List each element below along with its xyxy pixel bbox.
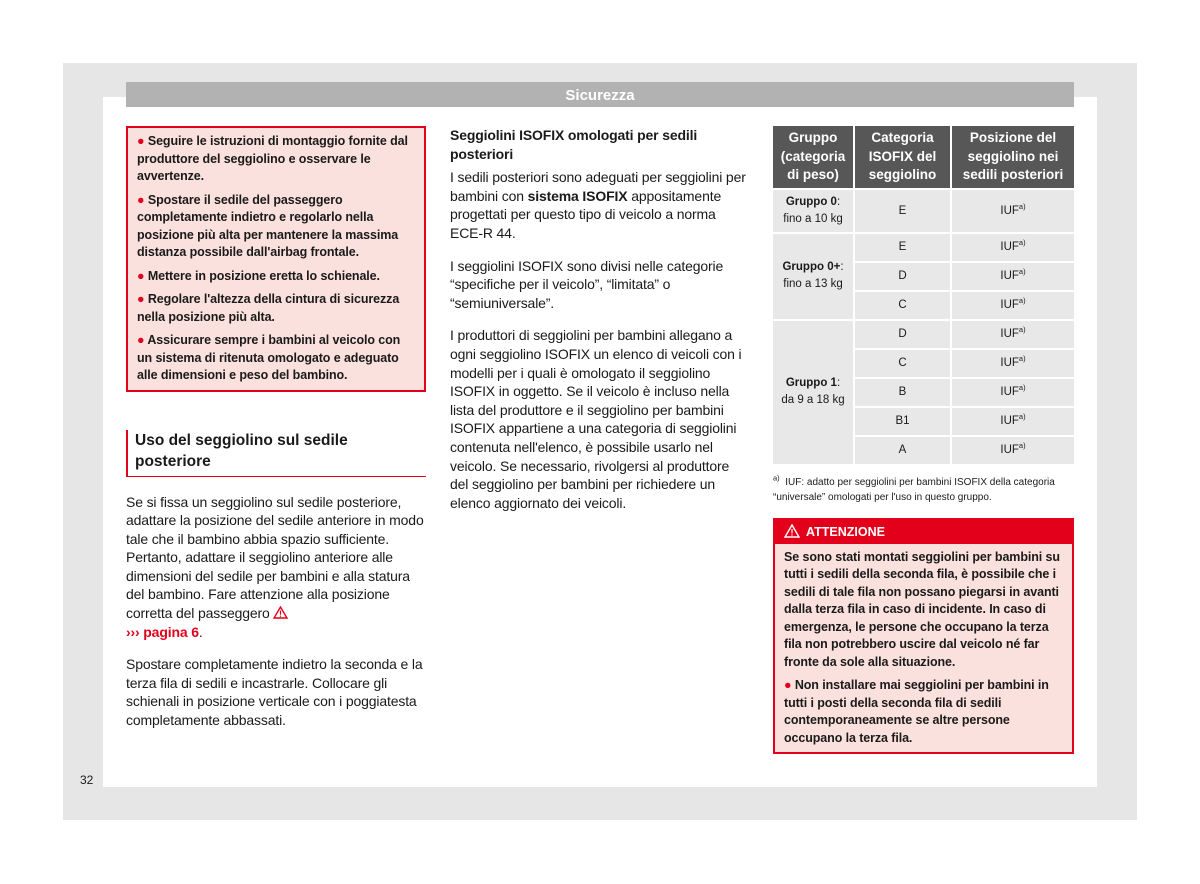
- attention-item: ● Non installare mai seggiolini per bambini in tutti i posti della seconda fila di sedili contemporaneamente se altre persone occupano la terza fila.: [784, 678, 1049, 745]
- warning-triangle-icon: [784, 522, 800, 546]
- paragraph: Spostare completamente indietro la seconda e la terza fila di sedili e incastrarle. Collocare gli schienali in posizione verticale con i poggiatesta completamente abbassati.: [126, 656, 423, 729]
- table-row: [773, 188, 1074, 232]
- table-row: [773, 232, 1074, 261]
- subsection-title: Seggiolini ISOFIX omologati per sedili posteriori: [450, 127, 698, 162]
- position-cell: IUF$^{a)}$: [952, 290, 1074, 319]
- table-header: Gruppo (categoria di peso): [773, 126, 855, 188]
- position-cell: IUF$^{a)}$: [952, 348, 1074, 377]
- category-cell: A: [855, 435, 952, 464]
- position-cell: IUF$^{a)}$: [952, 261, 1074, 290]
- group-cell: Gruppo 1: da 9 a 18 kg: [773, 319, 855, 464]
- group-cell: Gruppo 0: fino a 10 kg: [773, 188, 855, 232]
- paragraph: Se si fissa un seggiolino sul sedile posteriore, adattare la posizione del sedile anteriore in modo tale che il bambino abbia spazio sufficiente. Pertanto, adattare il seggiolino anteriore alle dimensioni del sedile per bambini e alla statura del bambino. Fare attenzione alla posizione corretta del passeggero ››› pagina 6.: [126, 493, 424, 640]
- position-cell: IUF$^{a)}$: [952, 377, 1074, 406]
- warning-item: ● Mettere in posizione eretta lo schienale.: [137, 268, 380, 283]
- category-cell: C: [855, 348, 952, 377]
- position-cell: IUF$^{a)}$: [952, 232, 1074, 261]
- warning-item: ● Seguire le istruzioni di montaggio fornite dal produttore del seggiolino e osservare le avvertenze.: [137, 134, 408, 183]
- bullet-icon: ●: [137, 292, 148, 306]
- left-column: [126, 126, 426, 730]
- isofix-table: [773, 126, 1074, 464]
- category-cell: C: [855, 290, 952, 319]
- warning-item: ● Spostare il sedile del passeggero completamente indietro e regolarlo nella posizione più alta per mantenere la massima distanza possibile dall'airbag frontale.: [137, 192, 399, 259]
- position-cell: IUF$^{a)}$: [952, 406, 1074, 435]
- category-cell: E: [855, 188, 952, 232]
- table-header: Posizione del seggiolino nei sedili posteriori: [952, 126, 1074, 188]
- warning-triangle-icon: [273, 605, 288, 621]
- category-cell: D: [855, 319, 952, 348]
- middle-column: [450, 126, 748, 512]
- section-title: Uso del seggiolino sul sedile posteriore: [126, 430, 426, 477]
- attention-box: [773, 518, 1074, 755]
- category-cell: E: [855, 232, 952, 261]
- page-reference-link[interactable]: ››› pagina 6: [126, 623, 199, 640]
- attention-header: ATTENZIONE: [775, 520, 1072, 544]
- position-cell: IUF$^{a)}$: [952, 188, 1074, 232]
- position-cell: IUF$^{a)}$: [952, 319, 1074, 348]
- position-cell: IUF$^{a)}$: [952, 435, 1074, 464]
- table-footnote: $^{a)}$ IUF: adatto per seggiolini per bambini ISOFIX della categoria “universale” omologati per l'uso in questo gruppo.: [773, 473, 1055, 503]
- category-cell: B: [855, 377, 952, 406]
- category-cell: D: [855, 261, 952, 290]
- paragraph: I seggiolini ISOFIX sono divisi nelle categorie “specifiche per il veicolo”, “limitata” o “semiuniversale”.: [450, 257, 724, 311]
- attention-text: Se sono stati montati seggiolini per bambini su tutti i sedili della seconda fila, è possibile che i sedili di tale fila non possano piegarsi in avanti dalla terza fila in caso di incidente. In caso di emergenza, le persone che occupano la terza fila non potrebbero uscire dal veicolo né far fronte da sole alla situazione.: [784, 549, 1060, 669]
- section-header: Sicurezza: [126, 82, 1074, 107]
- table-row: [773, 319, 1074, 348]
- table-header: Categoria ISOFIX del seggiolino: [855, 126, 952, 188]
- paragraph: I sedili posteriori sono adeguati per seggiolini per bambini con sistema ISOFIX appositamente progettati per questo tipo di veicolo a norma ECE-R 44.: [450, 169, 746, 241]
- paragraph: I produttori di seggiolini per bambini allegano a ogni seggiolino ISOFIX un elenco di veicoli con i modelli per i quali è omologato il seggiolino ISOFIX in oggetto. Se il veicolo è incluso nella lista del produttore e il seggiolino per bambini ISOFIX appartiene a una categoria di seggiolini contenuta nell'elenco, è possibile usarlo nel veicolo. Se necessario, rivolgersi al produttore del seggiolino per bambini per richiedere un elenco aggiornato dei veicoli.: [450, 327, 742, 511]
- page-number: 32: [80, 773, 94, 787]
- warning-box: [126, 126, 426, 392]
- bullet-icon: ●: [137, 268, 148, 283]
- warning-item: ● Assicurare sempre i bambini al veicolo con un sistema di ritenuta omologato e adeguato alle dimensioni e peso del bambino.: [137, 333, 401, 382]
- right-column: [773, 126, 1074, 754]
- group-cell: Gruppo 0+: fino a 13 kg: [773, 232, 855, 319]
- attention-body: [775, 544, 1072, 753]
- bullet-icon: ●: [137, 134, 148, 148]
- warning-item: ● Regolare l'altezza della cintura di sicurezza nella posizione più alta.: [137, 292, 400, 324]
- table-header-row: [773, 126, 1074, 188]
- bullet-icon: ●: [137, 333, 148, 347]
- category-cell: B1: [855, 406, 952, 435]
- bullet-icon: ●: [784, 678, 795, 693]
- bullet-icon: ●: [137, 192, 148, 207]
